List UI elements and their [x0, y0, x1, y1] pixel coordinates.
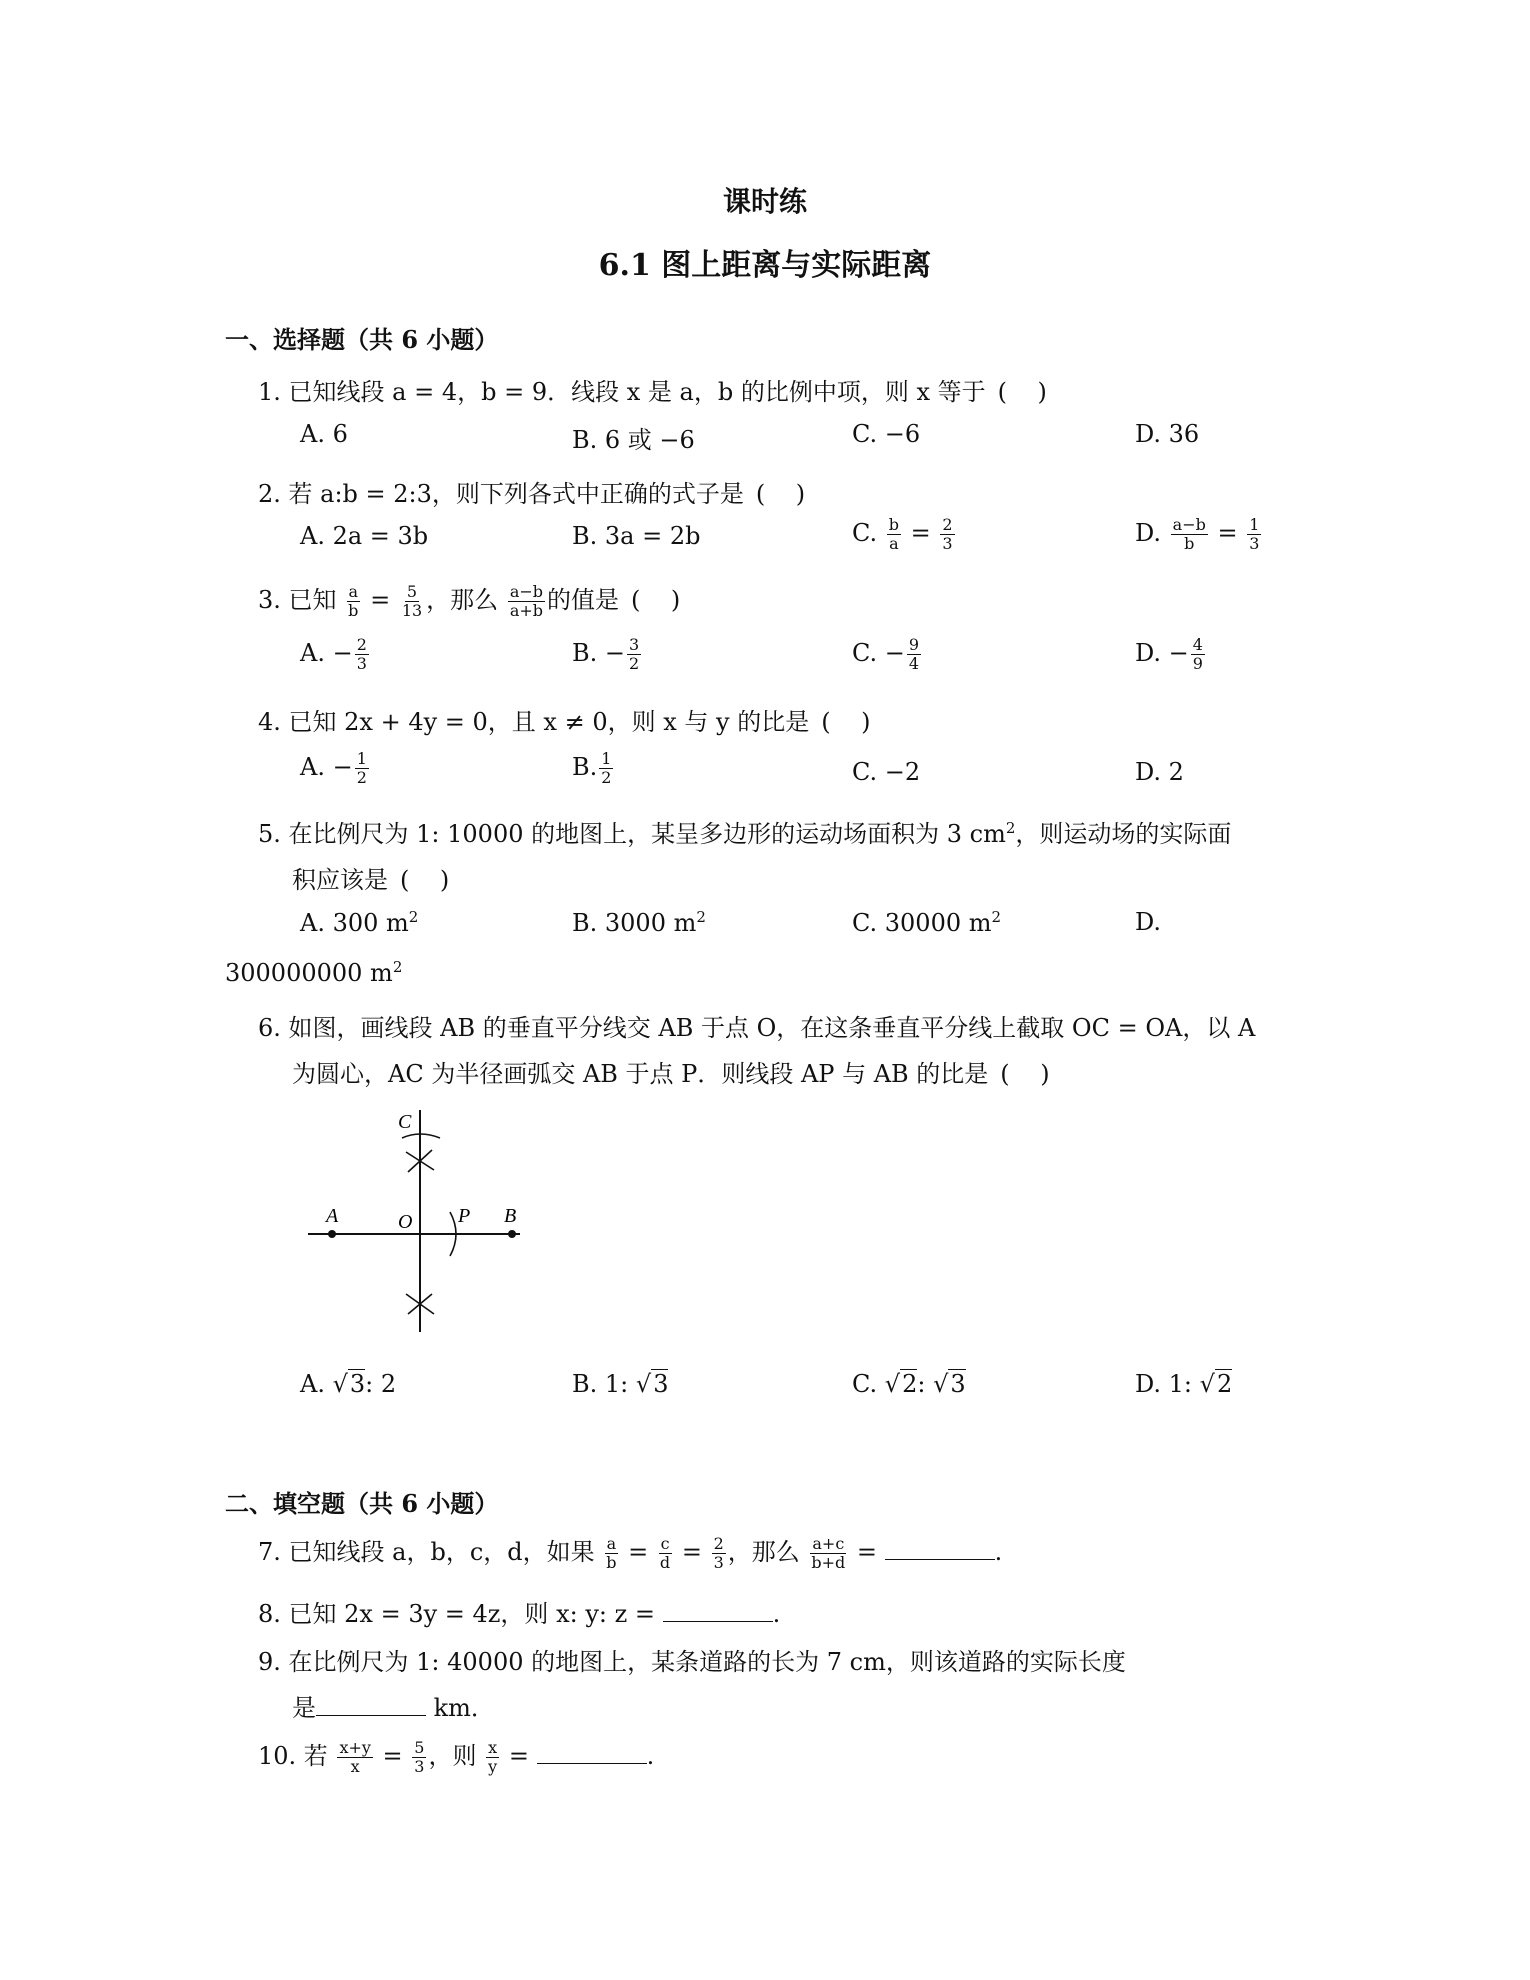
- page-title: 课时练: [722, 185, 807, 218]
- answer-paren: ( ): [1000, 1060, 1050, 1088]
- label-a: A: [326, 1205, 339, 1227]
- q5-option-d: D.: [1135, 908, 1162, 936]
- point-a: [328, 1230, 336, 1238]
- section-heading-fill: 二、填空题（共 6 小题）: [225, 1489, 499, 1518]
- q4-text: 4. 已知 2x + 4y = 0，且 x ≠ 0，则 x 与 y 的比是: [258, 708, 810, 736]
- label-b: B: [504, 1205, 517, 1227]
- q1-options: [300, 420, 1300, 464]
- q2-option-d: D. $\frac{a-b}{b}$ = $\frac{1}{3}$: [1135, 515, 1260, 553]
- q5-options: [300, 908, 1300, 952]
- q5-option-c: C. 30000 $m^2$: [852, 908, 1002, 937]
- q3-option-c: C. − $\frac{9}{4}$: [852, 635, 920, 673]
- answer-paren: ( ): [997, 378, 1047, 406]
- q6-option-a: A. √3: 2: [300, 1370, 397, 1398]
- q3-option-b: B. − $\frac{3}{2}$: [572, 635, 640, 673]
- q4-option-a: A. − $\frac{1}{2}$: [300, 749, 367, 787]
- question-5-line1: 5. 在比例尺为 1: 10000 的地图上，某呈多边形的运动场面积为 3 $cm^2$，则运动场的实际面: [258, 819, 1232, 848]
- question-8: 8. 已知 2x = 3y = 4z，则 x: y: z = .: [258, 1600, 781, 1628]
- q6-option-b: B. 1: √3: [572, 1370, 669, 1398]
- perpendicular-bisector-figure: [300, 1110, 540, 1350]
- question-6-line1: 6. 如图，画线段 AB 的垂直平分线交 AB 于点 O，在这条垂直平分线上截取 OC = OA，以 A: [258, 1014, 1256, 1042]
- answer-paren: ( ): [400, 866, 450, 894]
- label-o: O: [398, 1211, 413, 1233]
- question-9-line2: 是 km．: [292, 1694, 495, 1722]
- question-3: 3. 已知 $\frac{a}{b}$ = $\frac{5}{13}$ ，那么 $\frac{a-b}{a+b}$ 的值是 ( ): [258, 580, 685, 620]
- q4-option-c: C. −2: [852, 758, 921, 786]
- q1-text-a: 1. 已知线段: [258, 378, 393, 406]
- q4-options: [300, 750, 1300, 794]
- q3-options: [300, 636, 1300, 680]
- q4-option-b: B. $\frac{1}{2}$: [572, 749, 612, 787]
- q2-option-a: A. 2a = 3b: [300, 522, 429, 550]
- q1-option-a: A. 6: [300, 420, 348, 448]
- answer-blank[interactable]: [537, 1745, 647, 1764]
- q5-option-d-continued: 300000000 $m^2$: [225, 958, 403, 987]
- q2-option-c: C. $\frac{b}{a}$ = $\frac{2}{3}$: [852, 515, 953, 553]
- q1-option-c: C. −6: [852, 420, 921, 448]
- question-10: 10. 若 $\frac{x+y}{x}$ = $\frac{5}{3}$ ，则 $\frac{x}{y}$ = .: [258, 1738, 655, 1776]
- q2-text: 2. 若 a:b = 2:3，则下列各式中正确的式子是: [258, 480, 744, 508]
- question-1: [258, 372, 1051, 407]
- q6-option-c: C. √2: √3: [852, 1370, 966, 1398]
- q6-options: [300, 1370, 1300, 1414]
- question-5-line2: 积应该是 ( ): [292, 860, 454, 895]
- question-7: 7. 已知线段 a，b，c，d，如果 $\frac{a}{b}$ = $\frac{c}{d}$ = $\frac{2}{3}$ ，那么 $\frac{a+c}{b+d}$ = .: [258, 1534, 1003, 1572]
- q5-option-b: B. 3000 $m^2$: [572, 908, 706, 937]
- q1-option-b: B. 6 或 −6: [572, 426, 695, 454]
- q3-option-d: D. − $\frac{4}{9}$: [1135, 635, 1203, 673]
- question-6-line2: 为圆心，AC 为半径画弧交 AB 于点 P．则线段 AP 与 AB 的比是 ( ): [292, 1054, 1054, 1089]
- q3-option-a: A. − $\frac{2}{3}$: [300, 635, 367, 673]
- question-9-line1: 9. 在比例尺为 1: 40000 的地图上，某条道路的长为 7 cm，则该道路的实际长度: [258, 1648, 1126, 1676]
- q4-option-d: D. 2: [1135, 758, 1184, 786]
- answer-blank[interactable]: [316, 1697, 426, 1716]
- q2-option-b: B. 3a = 2b: [572, 522, 701, 550]
- question-2: [258, 474, 810, 509]
- answer-blank[interactable]: [885, 1541, 995, 1560]
- question-4: [258, 702, 875, 737]
- q1-option-d: D. 36: [1135, 420, 1200, 448]
- answer-paren: ( ): [631, 586, 681, 614]
- answer-blank[interactable]: [663, 1603, 773, 1622]
- label-c: C: [398, 1111, 412, 1133]
- answer-paren: ( ): [821, 708, 871, 736]
- lesson-title: 6.1 图上距离与实际距离: [598, 248, 932, 283]
- q2-options: [300, 515, 1300, 566]
- point-b: [508, 1230, 516, 1238]
- label-p: P: [458, 1205, 471, 1227]
- q1-text-b: a = 4，b = 9．线段 x 是 a，b 的比例中项，则 x 等于: [392, 378, 986, 406]
- section-heading-choice: 一、选择题（共 6 小题）: [225, 325, 499, 354]
- answer-paren: ( ): [755, 480, 806, 508]
- q6-option-d: D. 1: √2: [1135, 1370, 1233, 1398]
- q5-option-a: A. 300 $m^2$: [300, 908, 419, 937]
